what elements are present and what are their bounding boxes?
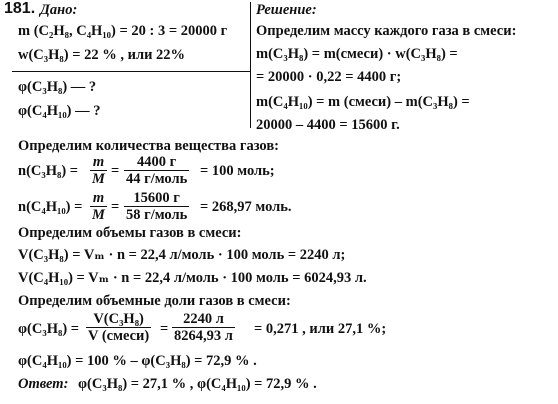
- phi-fraction-values: [172, 312, 235, 344]
- solution-line-4: m(C₄H₁₀) = m (смеси) – m(C₃H₈) =: [256, 94, 470, 110]
- n1-fraction-m-over-M: [90, 155, 107, 187]
- answer-text: φ(C₃H₈) = 27,1 % , φ(C₄H₁₀) = 72,9 % .: [78, 376, 317, 392]
- phi-result: = 0,271 , или 27,1 %;: [254, 321, 387, 337]
- phi-lhs: φ(C₃H₈) =: [18, 321, 80, 337]
- n2-f1-numerator: m: [92, 190, 105, 206]
- phi-equals: =: [160, 321, 169, 337]
- n2-f1-denominator: M: [92, 207, 105, 223]
- given-divider: [12, 71, 250, 72]
- heading-volumes: Определим объемы газов в смеси:: [18, 225, 242, 241]
- n1-equals: =: [111, 163, 120, 179]
- heading-fractions: Определим объемные доли газов в смеси:: [18, 293, 291, 309]
- n1-f2-denominator: 44 г/моль: [126, 171, 188, 187]
- volume-line-1: V(C₃H₈) = Vₘ · n = 22,4 л/моль · 100 моль = 2240 л;: [18, 247, 346, 263]
- solution-line-5: 20000 – 4400 = 15600 г.: [256, 117, 400, 133]
- phi-fraction-symbolic: [86, 312, 151, 344]
- heading-amounts: Определим количества вещества газов:: [18, 138, 279, 154]
- n2-equals: =: [111, 199, 120, 215]
- n2-result: = 268,97 моль.: [200, 199, 292, 215]
- solution-line-1: Определим массу каждого газа в смеси:: [256, 23, 517, 39]
- find-line-2: φ(C₄H₁₀) — ?: [18, 103, 101, 119]
- n1-result: = 100 моль;: [200, 163, 275, 179]
- n2-f2-numerator: 15600 г: [133, 190, 180, 206]
- phi2-line: φ(C₄H₁₀) = 100 % – φ(C₃H₈) = 72,9 % .: [18, 353, 257, 369]
- solution-line-3: = 20000 · 0,22 = 4400 г;: [256, 69, 402, 85]
- n1-lhs: n(C₃H₈) =: [18, 163, 79, 179]
- answer-label: Ответ:: [18, 376, 69, 392]
- n1-f1-numerator: m: [92, 154, 105, 170]
- phi-f2-numerator: 2240 л: [183, 311, 224, 327]
- phi-f1-denominator: V (смеси): [88, 328, 150, 344]
- solution-title: Решение:: [256, 2, 317, 18]
- n1-f1-denominator: M: [92, 171, 105, 187]
- solution-line-2: m(C₃H₈) = m(смеси) · w(C₃H₈) =: [256, 46, 458, 62]
- given-solution-separator: [250, 2, 251, 128]
- given-line-1: m (C₂H₈, C₄H₁₀) = 20 : 3 = 20000 г: [18, 23, 228, 39]
- n1-fraction-values: [124, 155, 189, 187]
- problem-number: 181.: [4, 0, 36, 17]
- find-line-1: φ(C₃H₈) — ?: [18, 79, 97, 95]
- n1-f2-numerator: 4400 г: [137, 154, 177, 170]
- n2-lhs: n(C₄H₁₀) =: [18, 199, 83, 215]
- given-line-2: w(C₃H₈) = 22 % , или 22%: [18, 47, 186, 63]
- volume-line-2: V(C₄H₁₀) = Vₘ · n = 22,4 л/моль · 100 моль = 6024,93 л.: [18, 270, 367, 286]
- n2-fraction-values: [124, 191, 189, 223]
- phi-f2-denominator: 8264,93 л: [174, 328, 233, 344]
- phi-f1-numerator: V(C₃H₈): [93, 311, 144, 327]
- n2-f2-denominator: 58 г/моль: [126, 207, 188, 223]
- given-title: Дано:: [40, 2, 78, 18]
- n2-fraction-m-over-M: [90, 191, 107, 223]
